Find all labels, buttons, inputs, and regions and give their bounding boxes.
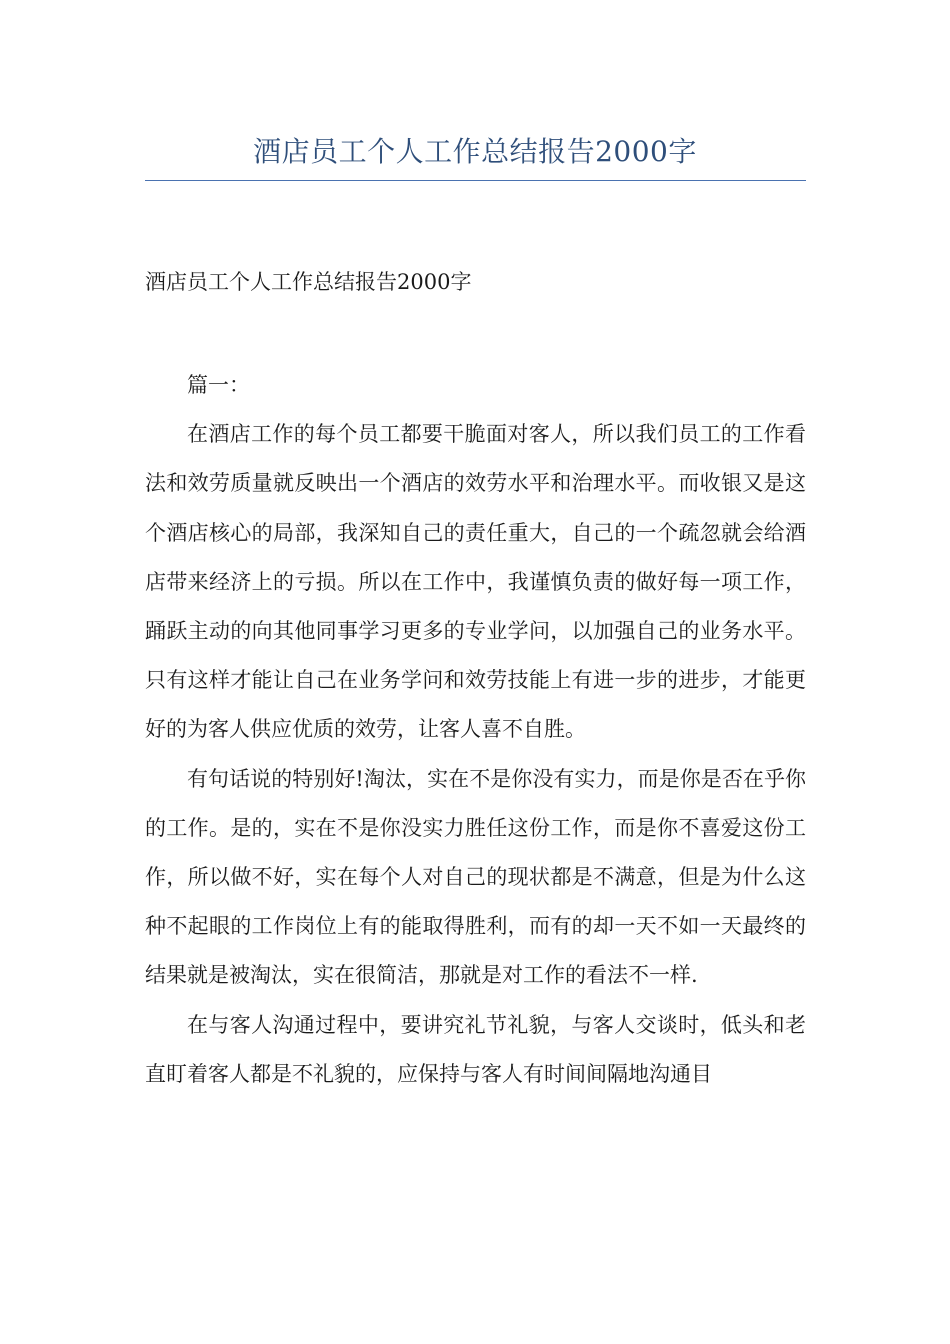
title-underline (145, 180, 806, 181)
document-title: 酒店员工个人工作总结报告2000字 (253, 135, 697, 168)
document-body (145, 361, 806, 1099)
section-heading: 篇一： (187, 373, 250, 397)
paragraph-1: 在酒店工作的每个员工都要干脆面对客人，所以我们员工的工作看法和效劳质量就反映出一个酒店的效劳水平和治理水平。而收银又是这个酒店核心的局部，我深知自己的责任重大，自己的一个疏忽就会给酒店带来经济上的亏损。所以在工作中，我谨慎负责的做好每一项工作，踊跃主动的向其他同事学习更多的专业学问，以加强自己的业务水平。只有这样才能让自己在业务学问和效劳技能上有进一步的进步，才能更好的为客人供应优质的效劳，让客人喜不自胜。 (145, 422, 806, 742)
paragraph-3: 在与客人沟通过程中，要讲究礼节礼貌，与客人交谈时，低头和老直盯着客人都是不礼貌的，应保持与客人有时间间隔地沟通目 (145, 1012, 806, 1086)
document-subtitle: 酒店员工个人工作总结报告2000字 (145, 270, 472, 294)
paragraph-2: 有句话说的特别好!淘汰，实在不是你没有实力，而是你是否在乎你的工作。是的，实在不是你没实力胜任这份工作，而是你不喜爱这份工作，所以做不好，实在每个人对自己的现状都是不满意，但是为什么这种不起眼的工作岗位上有的能取得胜利，而有的却一天不如一天最终的结果就是被淘汰，实在很简洁，那就是对工作的看法不一样. (145, 766, 806, 988)
